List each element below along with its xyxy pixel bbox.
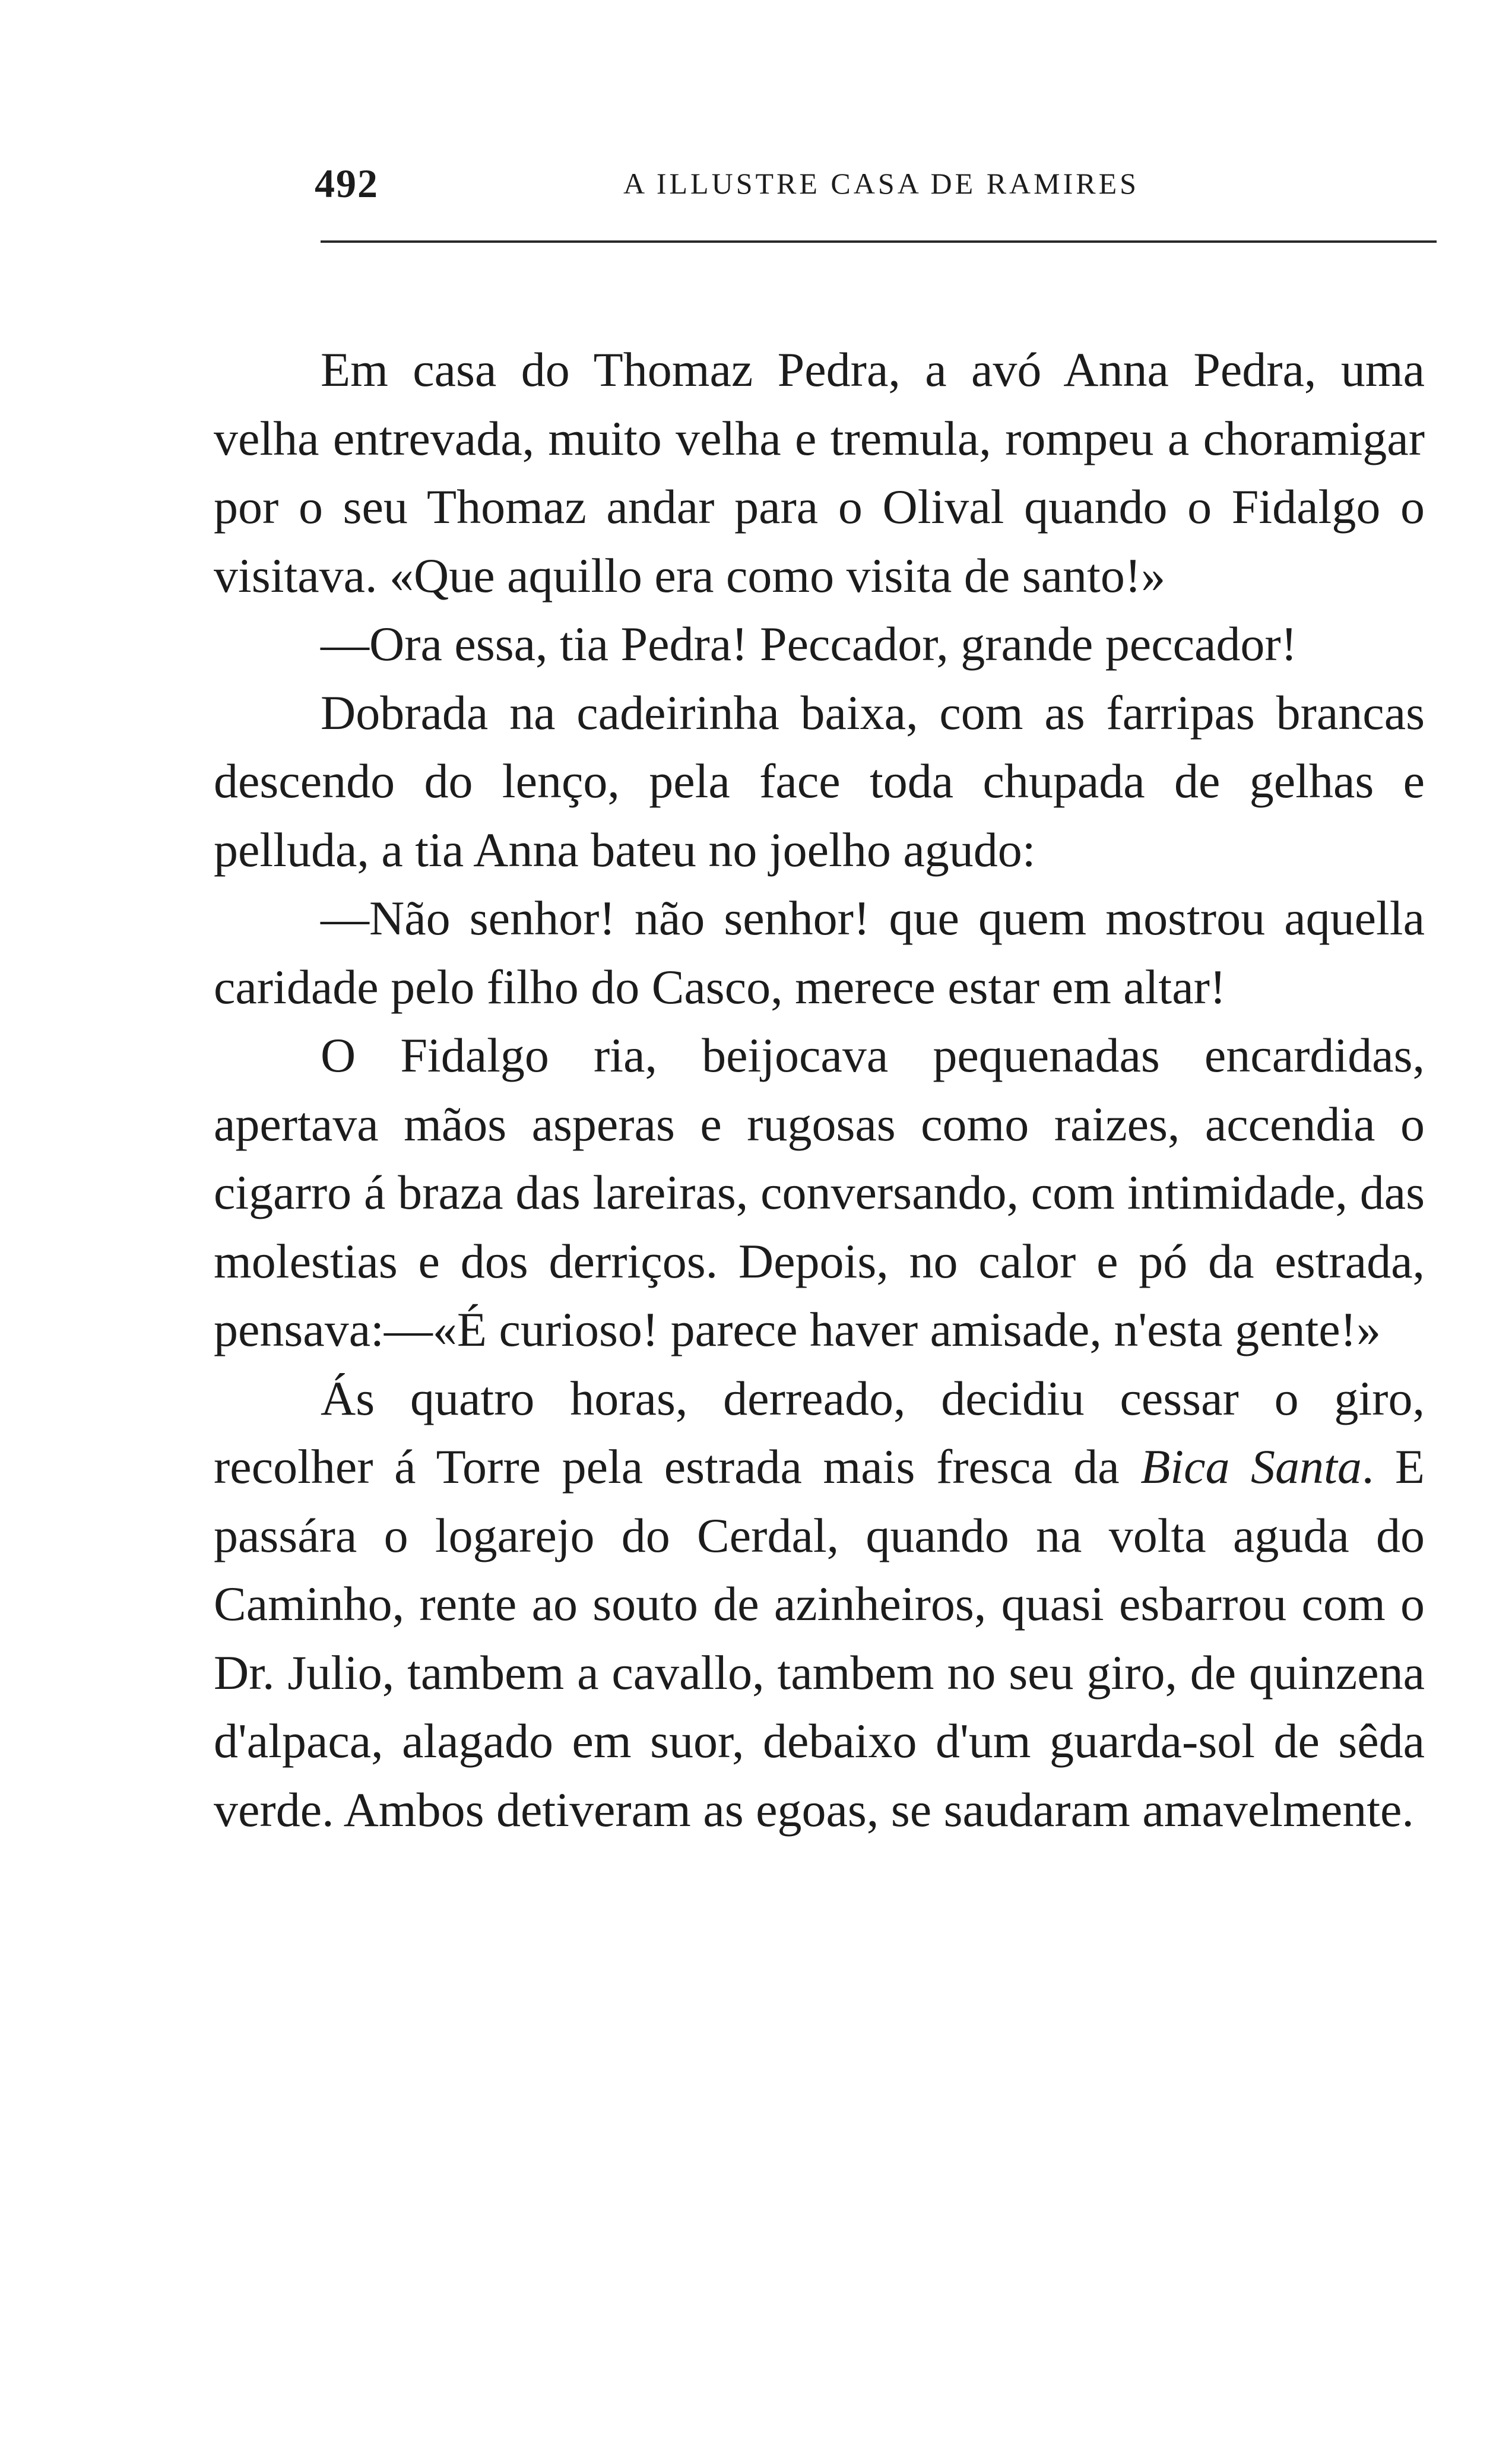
body-text [214, 335, 1425, 1844]
paragraph-6-start: Ás quatro horas, derreado, decidiu cessar o giro, recolher á Torre pela estrada mais fresca da [214, 1371, 1425, 1494]
paragraph-2: —Ora essa, tia Pedra! Peccador, grande peccador! [321, 617, 1298, 671]
page-header [315, 148, 1443, 206]
place-name-italic: Bica Santa [1140, 1440, 1362, 1494]
running-title: A ILLUSTRE CASA DE RAMIRES [623, 167, 1139, 200]
paragraph-5: O Fidalgo ria, beijocava pequenadas encardidas, apertava mãos asperas e rugosas como raizes, accendia o cigarro á braza das lareiras, conversando, com intimidade, das molestias e dos derriços. Depois, no calor e pó da estrada, pensava:—«É curioso! parece haver amisade, n'esta gente!» [214, 1028, 1425, 1356]
page-number: 492 [315, 161, 379, 206]
paragraph-4: —Não senhor! não senhor! que quem mostrou aquella caridade pelo filho do Casco, merece estar em altar! [214, 891, 1425, 1014]
paragraph-6 [214, 1364, 1425, 1844]
paragraph-6-end: . E passára o logarejo do Cerdal, quando na volta aguda do Caminho, rente ao souto de azinheiros, quasi esbarrou com o Dr. Julio, tambem a cavallo, tambem no seu giro, de quinzena d'alpaca, alagado em suor, debaixo d'um guarda-sol de sêda verde. Ambos detiveram as egoas, se saudaram amavelmente. [214, 1440, 1425, 1837]
paragraph-3: Dobrada na cadeirinha baixa, com as farripas brancas descendo do lenço, pela face toda chupada de gelhas e pelluda, a tia Anna bateu no joelho agudo: [214, 685, 1425, 877]
header-rule [321, 240, 1437, 243]
paragraph-1: Em casa do Thomaz Pedra, a avó Anna Pedra, uma velha entrevada, muito velha e tremula, rompeu a choramigar por o seu Thomaz andar para o Olival quando o Fidalgo o visitava. «Que aquillo era como visita de santo!» [214, 343, 1425, 603]
